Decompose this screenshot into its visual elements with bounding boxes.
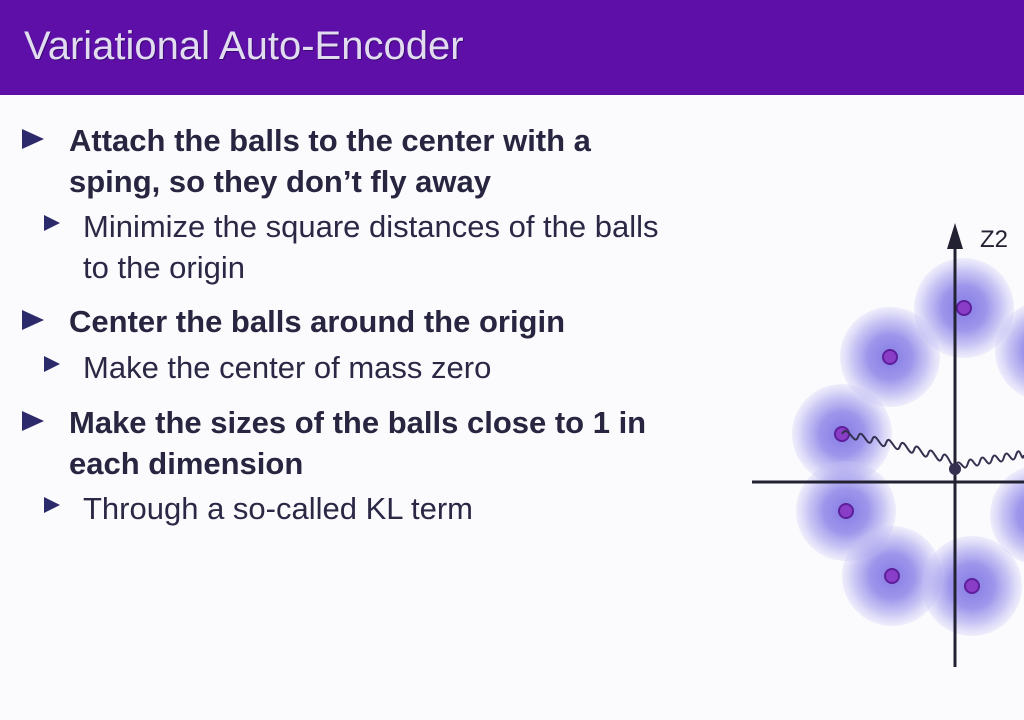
bullet-ball-sizes [22, 402, 742, 484]
spring-coil [955, 451, 1024, 467]
bullet-line: sping, so they don’t fly away [69, 164, 492, 199]
bullet-text [69, 402, 646, 484]
sub-bullet-kl-term [44, 488, 764, 529]
ball-center [839, 504, 853, 518]
z2-axis-label: Z2 [980, 226, 1009, 253]
latent-space-figure [750, 215, 1024, 670]
bullet-attach-balls [22, 120, 742, 202]
ball-center [885, 569, 899, 583]
bullet-arrow-icon [22, 310, 44, 330]
sub-bullet-arrow-icon [44, 497, 60, 513]
sub-bullet-minimize [44, 206, 764, 288]
bullet-center-balls [22, 301, 742, 342]
sub-bullet-text [83, 206, 659, 288]
ball-center [883, 350, 897, 364]
bullet-text: Center the balls around the origin [69, 304, 566, 339]
ball-center [965, 579, 979, 593]
sub-bullet-line: Minimize the square distances of the balls [83, 209, 659, 244]
bullet-line: each dimension [69, 446, 304, 481]
origin-dot [949, 463, 961, 475]
sub-bullet-arrow-icon [44, 215, 60, 231]
bullet-arrow-icon [22, 411, 44, 431]
bullet-text [69, 120, 591, 202]
sub-bullet-text: Through a so-called KL term [83, 491, 473, 526]
bullet-arrow-icon [22, 129, 44, 149]
sub-bullet-arrow-icon [44, 356, 60, 372]
bullet-line: Make the sizes of the balls close to 1 in [69, 405, 647, 440]
slide-title: Variational Auto-Encoder [24, 24, 464, 68]
z2-axis-arrow-icon [947, 223, 963, 249]
ball-group [792, 258, 1024, 636]
sub-bullet-line: to the origin [83, 250, 245, 285]
bullet-line: Attach the balls to the center with a [69, 123, 591, 158]
sub-bullet-center-mass [44, 347, 764, 388]
ball-center [957, 301, 971, 315]
sub-bullet-text: Make the center of mass zero [83, 350, 492, 385]
